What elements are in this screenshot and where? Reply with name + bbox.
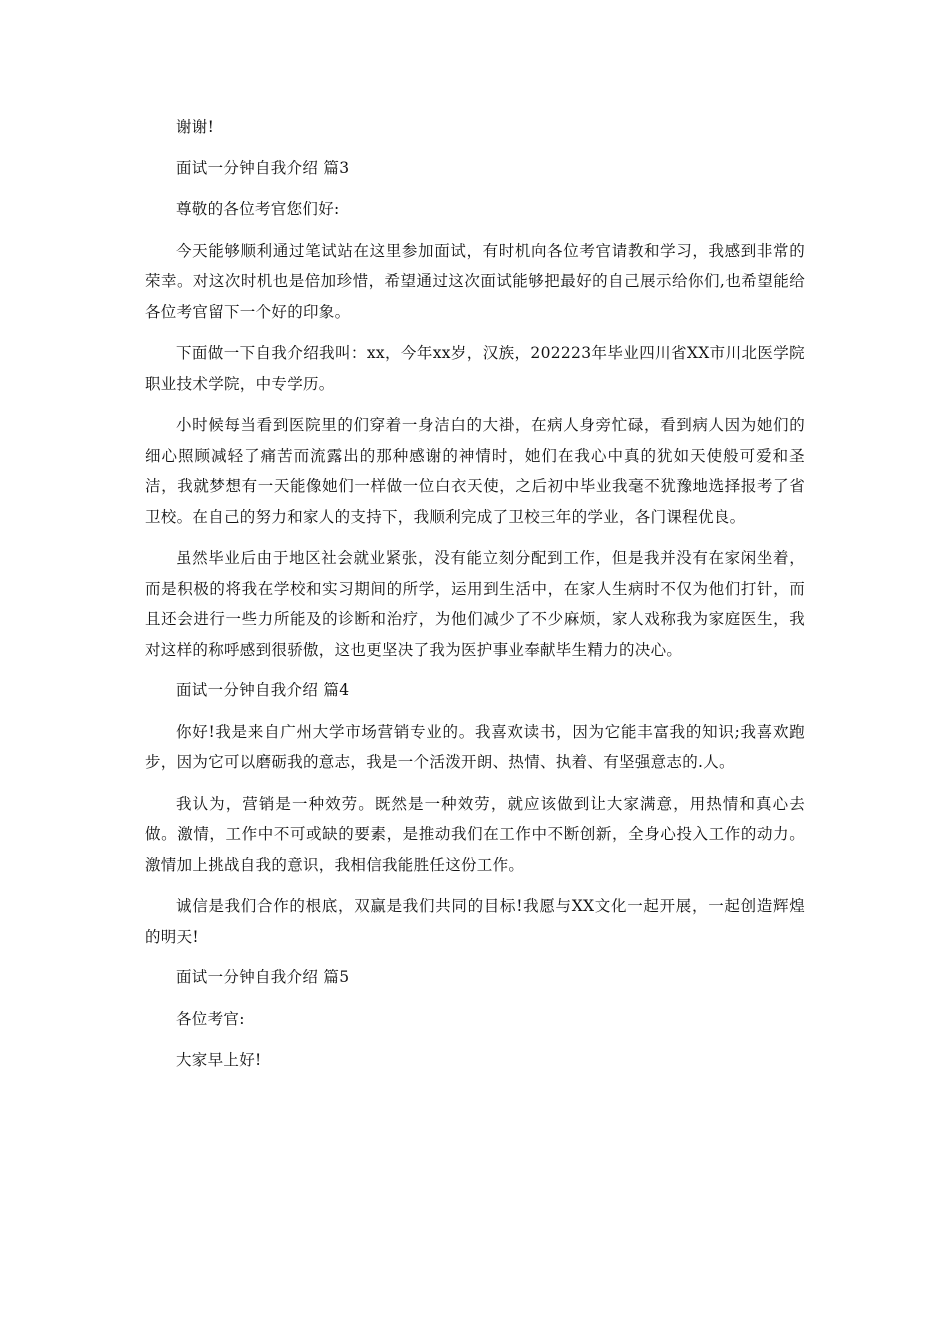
- paragraph-after-graduation: 虽然毕业后由于地区社会就业紧张，没有能立刻分配到工作，但是我并没有在家闲坐着，而是积极的将我在学校和实习期间的所学，运用到生活中，在家人生病时不仅为他们打针，而且还会进行一些力所能及的诊断和治疗，为他们减少了不少麻烦，家人戏称我为家庭医生，我对这样的称呼感到很骄傲，这也更坚决了我为医护事业奉献毕生精力的决心。: [145, 549, 805, 659]
- section-heading-5: 面试一分钟自我介绍 篇5: [176, 968, 350, 986]
- section-heading-4: 面试一分钟自我介绍 篇4: [176, 681, 350, 699]
- document-body: [145, 112, 805, 1076]
- paragraph-childhood: 小时候每当看到医院里的们穿着一身洁白的大褂，在病人身旁忙碌，看到病人因为她们的细心照顾减轻了痛苦而流露出的那种感谢的神情时，她们在我心中真的犹如天使般可爱和圣洁，我就梦想有一天能像她们一样做一位白衣天使，之后初中毕业我毫不犹豫地选择报考了省卫校。在自己的努力和家人的支持下，我顺利完成了卫校三年的学业，各门课程优良。: [145, 416, 805, 526]
- section-heading-3: 面试一分钟自我介绍 篇3: [176, 158, 350, 177]
- paragraph-thanks: 谢谢!: [176, 118, 215, 136]
- paragraph-marketing: 我认为，营销是一种效劳。既然是一种效劳，就应该做到让大家满意，用热情和真心去做。激情，工作中不可或缺的要素，是推动我们在工作中不断创新，全身心投入工作的动力。激情加上挑战自我的意识，我相信我能胜任这份工作。: [145, 794, 805, 874]
- paragraph-greeting: 尊敬的各位考官您们好:: [176, 200, 340, 218]
- paragraph-intro: 今天能够顺利通过笔试站在这里参加面试，有时机向各位考官请教和学习，我感到非常的荣幸。对这次时机也是倍加珍惜，希望通过这次面试能够把最好的自己展示给你们,也希望能给各位考官留下一个好的印象。: [145, 241, 805, 321]
- paragraph-good-morning: 大家早上好!: [176, 1051, 262, 1069]
- paragraph-hello: 你好!我是来自广州大学市场营销专业的。我喜欢读书，因为它能丰富我的知识;我喜欢跑步，因为它可以磨砺我的意志，我是一个活泼开朗、热情、执着、有坚强意志的.人。: [145, 722, 805, 771]
- paragraph-self-intro: 下面做一下自我介绍我叫：xx，今年xx岁，汉族，202223年毕业四川省XX市川北医学院职业技术学院，中专学历。: [145, 344, 805, 393]
- paragraph-integrity: 诚信是我们合作的根底，双赢是我们共同的目标!我愿与XX文化一起开展，一起创造辉煌的明天!: [145, 897, 805, 946]
- paragraph-examiners: 各位考官:: [176, 1009, 245, 1028]
